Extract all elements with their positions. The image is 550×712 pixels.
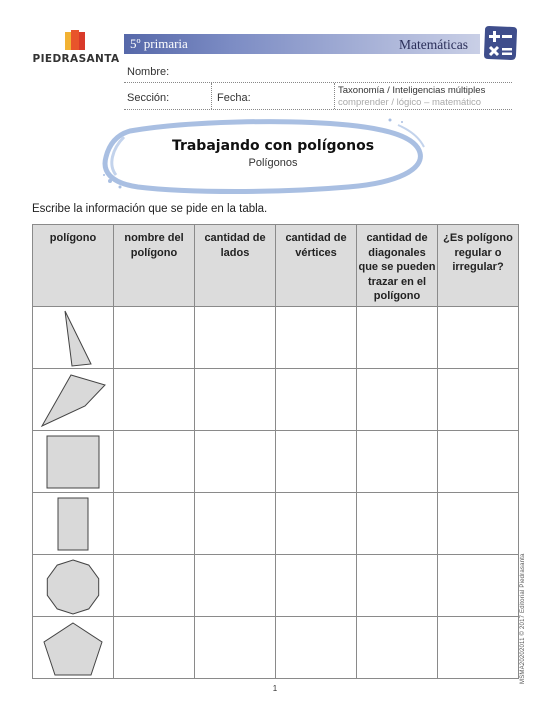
taxonomy-label: Taxonomía / Inteligencias múltiples bbox=[338, 85, 486, 96]
page-title: Trabajando con polígonos bbox=[171, 138, 375, 154]
table-row bbox=[33, 617, 519, 679]
answer-cell[interactable] bbox=[114, 555, 195, 617]
answer-cell[interactable] bbox=[357, 617, 438, 679]
answer-cell[interactable] bbox=[276, 307, 357, 369]
polygon-cell bbox=[33, 431, 114, 493]
polygon-cell bbox=[33, 369, 114, 431]
table-row bbox=[33, 555, 519, 617]
answer-cell[interactable] bbox=[357, 307, 438, 369]
answer-cell[interactable] bbox=[438, 307, 519, 369]
page-number: 1 bbox=[272, 684, 278, 693]
polygon-cell bbox=[33, 617, 114, 679]
header-regular-irregular: ¿Es polígono regular o irregular? bbox=[438, 225, 519, 307]
answer-cell[interactable] bbox=[357, 431, 438, 493]
answer-cell[interactable] bbox=[114, 617, 195, 679]
section-date-field[interactable] bbox=[124, 109, 512, 110]
name-field[interactable] bbox=[124, 82, 512, 83]
subject-label: Matemáticas bbox=[399, 37, 468, 52]
answer-cell[interactable] bbox=[114, 369, 195, 431]
answer-cell[interactable] bbox=[438, 617, 519, 679]
answer-cell[interactable] bbox=[276, 617, 357, 679]
quadrilateral-icon bbox=[38, 370, 108, 430]
answer-cell[interactable] bbox=[195, 493, 276, 555]
answer-cell[interactable] bbox=[276, 493, 357, 555]
answer-cell[interactable] bbox=[357, 555, 438, 617]
name-label: Nombre: bbox=[127, 66, 170, 78]
grade-label: 5º primaria bbox=[130, 36, 188, 51]
answer-cell[interactable] bbox=[195, 617, 276, 679]
triangle-icon bbox=[43, 308, 103, 368]
header-polygon-name: nombre del polígono bbox=[114, 225, 195, 307]
answer-cell[interactable] bbox=[276, 555, 357, 617]
publisher-logo bbox=[30, 30, 122, 72]
date-label: Fecha: bbox=[217, 92, 251, 104]
brand-name: PIEDRASANTA bbox=[32, 53, 120, 65]
copyright-code: MSMA20202011 © 2017 Editorial Piedrasanta bbox=[520, 553, 526, 684]
polygon-cell bbox=[33, 307, 114, 369]
header-sides-count: cantidad de lados bbox=[195, 225, 276, 307]
polygon-table bbox=[32, 224, 519, 679]
answer-cell[interactable] bbox=[438, 431, 519, 493]
table-row bbox=[33, 369, 519, 431]
answer-cell[interactable] bbox=[195, 555, 276, 617]
table-header-row bbox=[33, 225, 519, 307]
answer-cell[interactable] bbox=[438, 369, 519, 431]
section-label: Sección: bbox=[127, 92, 170, 104]
answer-cell[interactable] bbox=[276, 369, 357, 431]
polygon-cell bbox=[33, 493, 114, 555]
answer-cell[interactable] bbox=[357, 369, 438, 431]
decagon-icon bbox=[43, 557, 103, 615]
answer-cell[interactable] bbox=[114, 493, 195, 555]
square-icon bbox=[43, 433, 103, 491]
answer-cell[interactable] bbox=[114, 307, 195, 369]
polygon-cell bbox=[33, 555, 114, 617]
grade-subject-bar bbox=[124, 34, 480, 54]
answer-cell[interactable] bbox=[114, 431, 195, 493]
answer-cell[interactable] bbox=[276, 431, 357, 493]
answer-cell[interactable] bbox=[195, 369, 276, 431]
answer-cell[interactable] bbox=[438, 493, 519, 555]
answer-cell[interactable] bbox=[195, 307, 276, 369]
header-diagonals-count: cantidad de diagonales que se pueden trazar en el polígono bbox=[357, 225, 438, 307]
instruction-text: Escribe la información que se pide en la tabla. bbox=[32, 203, 268, 215]
book-logo-icon bbox=[64, 30, 88, 52]
page-subtitle: Polígonos bbox=[248, 157, 298, 169]
header-polygon: polígono bbox=[33, 225, 114, 307]
pentagon-icon bbox=[41, 619, 105, 677]
answer-cell[interactable] bbox=[357, 493, 438, 555]
table-row bbox=[33, 431, 519, 493]
plus-minus-times-icon bbox=[481, 24, 519, 62]
title-banner-brush bbox=[98, 117, 428, 195]
field-divider bbox=[211, 83, 212, 109]
header-vertices-count: cantidad de vértices bbox=[276, 225, 357, 307]
rectangle-icon bbox=[53, 496, 93, 552]
answer-cell[interactable] bbox=[195, 431, 276, 493]
field-divider bbox=[334, 83, 335, 109]
answer-cell[interactable] bbox=[438, 555, 519, 617]
taxonomy-values: comprender / lógico – matemático bbox=[338, 97, 482, 108]
table-row bbox=[33, 307, 519, 369]
table-row bbox=[33, 493, 519, 555]
